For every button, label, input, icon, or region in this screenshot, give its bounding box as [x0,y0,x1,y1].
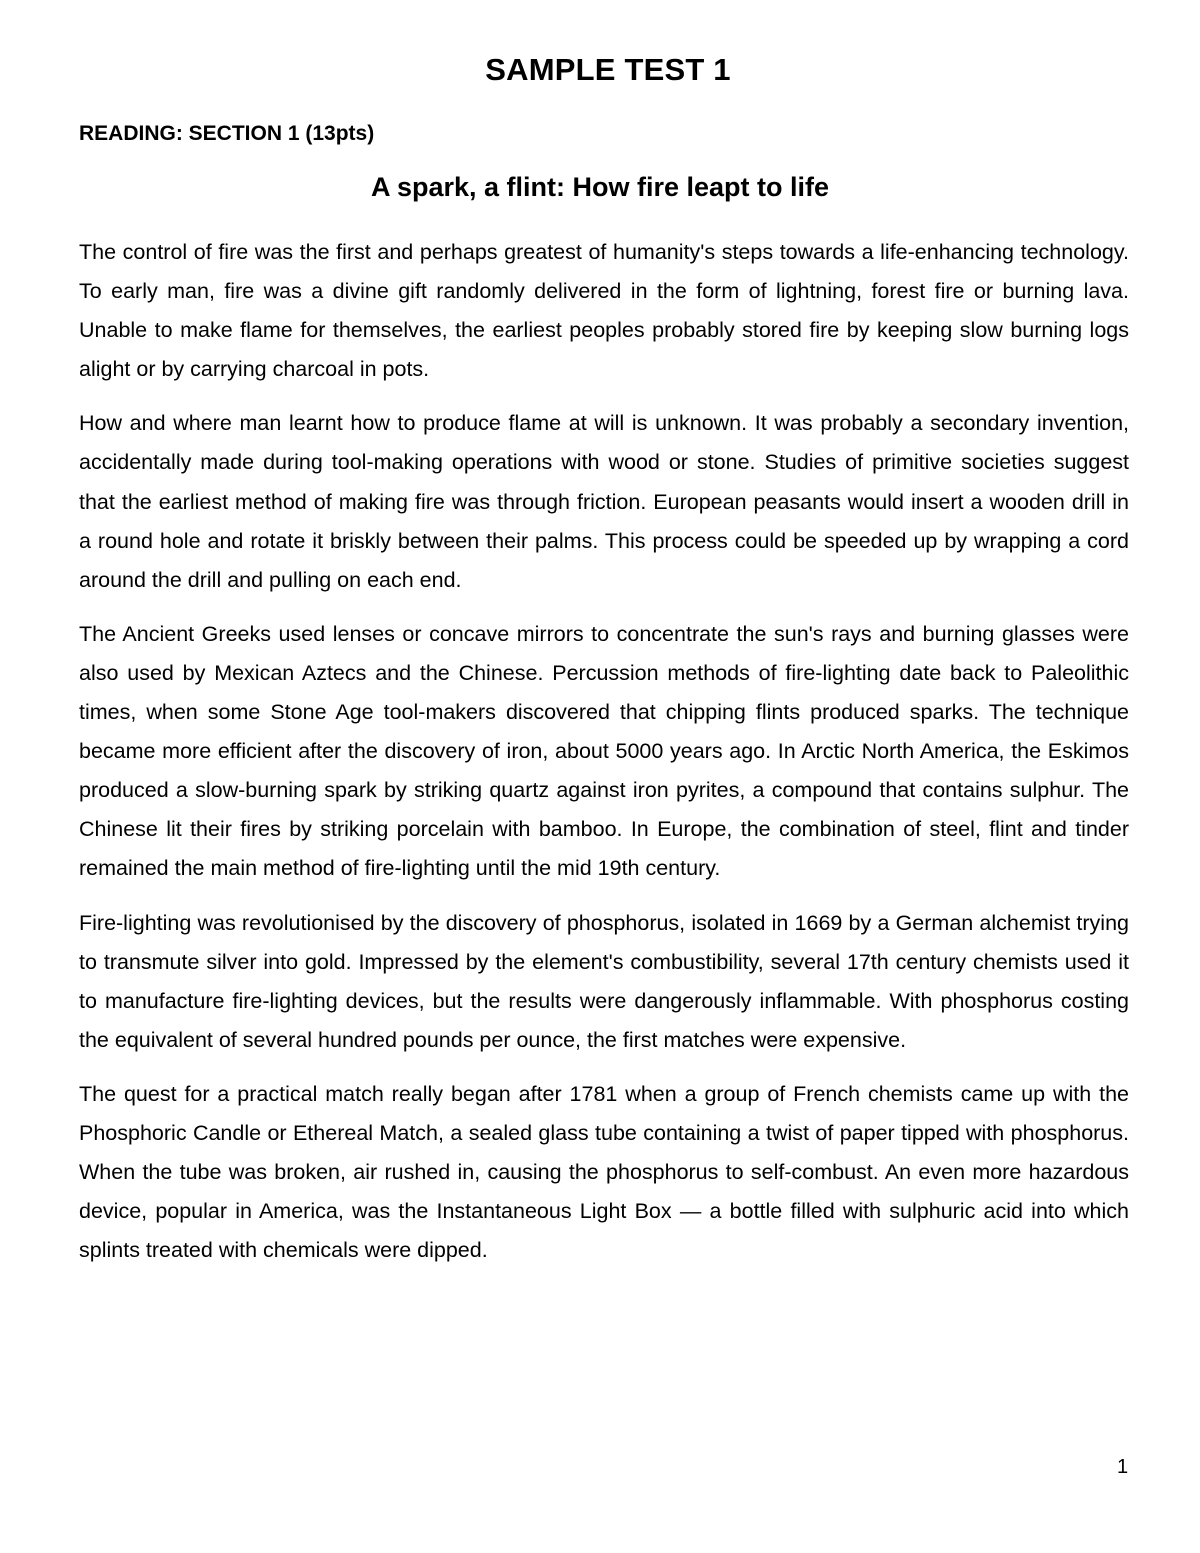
paragraph-5: The quest for a practical match really began after 1781 when a group of French chemists came up with the Phosphoric Candle or Ethereal Match, a sealed glass tube containing a twist of paper tipped with phosphorus. When the tube was broken, air rushed in, causing the phosphorus to self-combust. An even more hazardous device, popular in America, was the Instantaneous Light Box — a bottle filled with sulphuric acid into which splints treated with chemicals were dipped. [79,1081,1129,1263]
passage-title: A spark, a flint: How fire leapt to life [370,172,830,202]
passage-body [79,233,1129,1285]
paragraph-2: How and where man learnt how to produce flame at will is unknown. It was probably a secondary invention, accidentally made during tool-making operations with wood or stone. Studies of primitive societies suggest that the earliest method of making fire was through friction. European peasants would insert a wooden drill in a round hole and rotate it briskly between their palms. This process could be speeded up by wrapping a cord around the drill and pulling on each end. [79,411,1129,592]
paragraph-3: The Ancient Greeks used lenses or concave mirrors to concentrate the sun's rays and burning glasses were also used by Mexican Aztecs and the Chinese. Percussion methods of fire-lighting date back to Paleolithic times, when some Stone Age tool-makers discovered that chipping flints produced sparks. The technique became more efficient after the discovery of iron, about 5000 years ago. In Arctic North America, the Eskimos produced a slow-burning spark by striking quartz against iron pyrites, a compound that contains sulphur. The Chinese lit their fires by striking porcelain with bamboo. In Europe, the combination of steel, flint and tinder remained the main method of fire-lighting until the mid 19th century. [79,621,1129,881]
test-title: SAMPLE TEST 1 [485,52,731,87]
paragraph-1: The control of fire was the first and perhaps greatest of humanity's steps towards a life-enhancing technology. To early man, fire was a divine gift randomly delivered in the form of lightning, forest fire or burning lava. Unable to make flame for themselves, the earliest peoples probably stored fire by keeping slow burning logs alight or by carrying charcoal in pots. [79,240,1129,382]
page-number: 1 [1117,1456,1129,1478]
section-label: READING: SECTION 1 (13pts) [79,122,375,145]
paragraph-4: Fire-lighting was revolutionised by the discovery of phosphorus, isolated in 1669 by a German alchemist trying to transmute silver into gold. Impressed by the element's combustibility, several 17th century chemists used it to manufacture fire-lighting devices, but the results were dangerously inflammable. With phosphorus costing the equivalent of several hundred pounds per ounce, the first matches were expensive. [79,910,1129,1052]
